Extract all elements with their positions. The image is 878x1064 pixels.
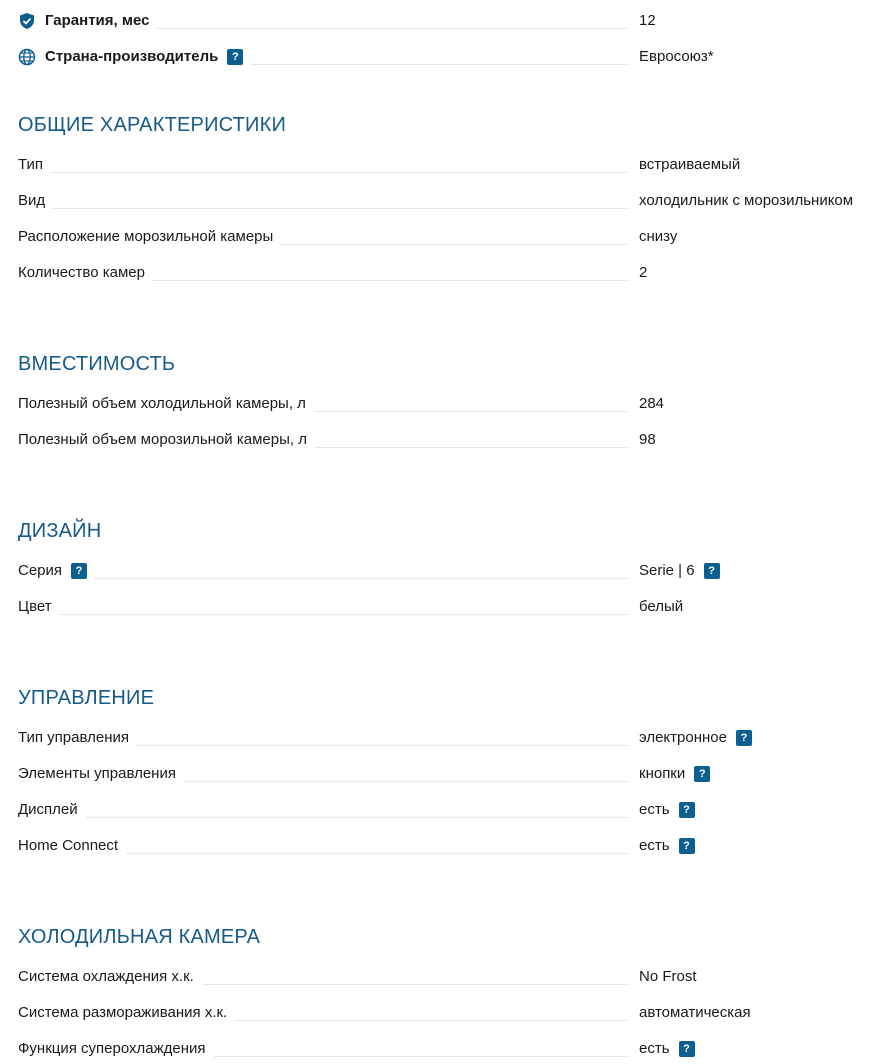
spec-value-text: Serie | 6 [639,562,695,579]
spec-sections [18,72,878,1064]
dotted-leader [18,172,628,173]
spec-label [18,1003,235,1023]
spec-label-text: Система охлаждения х.к. [18,968,194,985]
spec-label-text: Полезный объем морозильной камеры, л [18,431,307,448]
spec-label [18,430,315,450]
spec-value-text: встраиваемый [639,156,741,173]
spec-value-text: есть [639,837,670,854]
spec-value-text: Евросоюз* [639,48,714,65]
spec-value [639,597,683,617]
help-icon[interactable]: ? [679,802,695,818]
section-title: УПРАВЛЕНИЕ [18,687,155,709]
spec-label [18,800,86,820]
spec-value [639,263,647,283]
dotted-leader [18,208,628,209]
spec-label-text: Расположение морозильной камеры [18,228,274,245]
spec-label-text: Цвет [18,598,52,615]
help-icon[interactable]: ? [679,1041,695,1057]
spec-value-text: автоматическая [639,1004,751,1021]
spec-label-text: Home Connect [18,837,119,854]
spec-value [639,836,695,856]
spec-label-text: Система размораживания х.к. [18,1004,228,1021]
spec-label [18,561,95,581]
spec-row [18,419,878,455]
section-rows [18,550,878,622]
spec-value-text: электронное [639,729,727,746]
spec-label [18,11,157,31]
spec-label-text: Страна-производитель [45,48,219,65]
dotted-leader [18,578,628,579]
spec-label [18,836,126,856]
spec-value-text: белый [639,598,684,615]
section-rows [18,383,878,455]
spec-label-text: Вид [18,192,46,209]
spec-label [18,227,281,247]
section-header [18,645,878,717]
section-title: ВМЕСТИМОСТЬ [18,353,176,375]
spec-label [18,728,137,748]
spec-value [639,394,664,414]
help-icon[interactable]: ? [694,766,710,782]
spec-value [639,561,720,581]
specs-container [18,0,878,1064]
spec-row [18,180,878,216]
section-header [18,478,878,550]
spec-label-text: Дисплей [18,801,78,818]
help-icon[interactable]: ? [679,838,695,854]
spec-row [18,216,878,252]
spec-label [18,47,251,67]
spec-value [639,1039,695,1059]
spec-value-text: есть [639,1040,670,1057]
section-gap [18,622,878,645]
section-title: ОБЩИЕ ХАРАКТЕРИСТИКИ [18,114,287,136]
spec-section [18,478,878,622]
spec-value-text: кнопки [639,765,686,782]
spec-row [18,0,878,36]
spec-row [18,956,878,992]
spec-section [18,72,878,288]
spec-label [18,597,60,617]
help-icon[interactable]: ? [736,730,752,746]
spec-section [18,884,878,1064]
spec-row [18,825,878,861]
spec-label-text: Тип управления [18,729,129,746]
spec-value [639,728,752,748]
dotted-leader [18,817,628,818]
section-header [18,72,878,144]
spec-value [639,967,697,987]
spec-value-text: 12 [639,12,656,29]
spec-row [18,252,878,288]
spec-value-text: снизу [639,228,678,245]
section-gap [18,288,878,311]
dotted-leader [18,614,628,615]
spec-value [639,155,740,175]
spec-value-text: 98 [639,431,656,448]
spec-label-text: Гарантия, мес [45,12,150,29]
spec-label [18,967,202,987]
spec-label-text: Тип [18,156,44,173]
spec-value-text: 284 [639,395,665,412]
spec-row [18,753,878,789]
spec-section [18,645,878,861]
spec-row [18,1028,878,1064]
spec-row [18,36,878,72]
section-title: ХОЛОДИЛЬНАЯ КАМЕРА [18,926,261,948]
spec-label [18,263,153,283]
section-header [18,311,878,383]
spec-value [639,430,656,450]
spec-value-text: есть [639,801,670,818]
spec-label-text: Функция суперохлаждения [18,1040,206,1057]
section-header [18,884,878,956]
spec-row [18,992,878,1028]
spec-label [18,764,184,784]
section-title: ДИЗАЙН [18,520,102,542]
help-icon[interactable]: ? [704,563,720,579]
spec-row [18,586,878,622]
spec-value [639,764,710,784]
spec-value-text: 2 [639,264,648,281]
spec-value [639,227,677,247]
spec-row [18,144,878,180]
section-gap [18,455,878,478]
spec-label-text: Серия [18,562,63,579]
spec-value [639,800,695,820]
help-icon[interactable]: ? [227,49,243,65]
section-gap [18,861,878,884]
spec-label-text: Элементы управления [18,765,176,782]
globe-icon [18,48,36,66]
section-rows [18,717,878,861]
spec-row [18,383,878,419]
spec-section [18,311,878,455]
spec-row [18,789,878,825]
spec-value [639,47,714,67]
section-rows [18,144,878,288]
spec-label [18,155,51,175]
spec-row [18,550,878,586]
spec-label-text: Количество камер [18,264,145,281]
spec-label-text: Полезный объем холодильной камеры, л [18,395,306,412]
spec-value [639,11,656,31]
spec-label [18,394,314,414]
top-specs [18,0,878,72]
spec-label [18,191,53,211]
shield-check-icon [18,12,36,30]
spec-value-text: холодильник с морозильником [639,192,854,209]
section-rows [18,956,878,1064]
spec-value [639,1003,751,1023]
spec-row [18,717,878,753]
spec-value-text: No Frost [639,968,697,985]
spec-label [18,1039,214,1059]
help-icon[interactable]: ? [71,563,87,579]
spec-value [639,191,853,211]
